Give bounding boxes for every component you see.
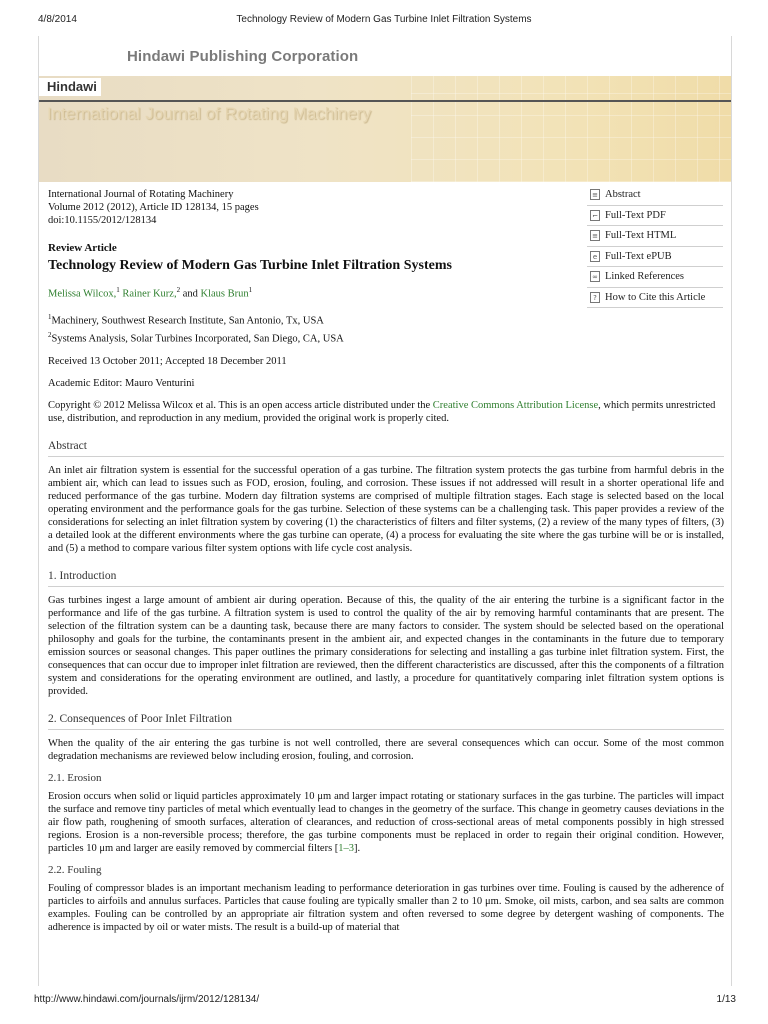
question-icon: ? bbox=[590, 292, 600, 303]
sidebar-item-label: Full-Text PDF bbox=[605, 209, 666, 221]
consequences-text: When the quality of the air entering the gas turbine is not well controlled, there are several consequences which can occur. Some of the most common degradation mechanisms are reviewed below including erosion, fouling, and corrosion. bbox=[48, 737, 724, 762]
author-link[interactable]: Rainer Kurz, bbox=[122, 288, 177, 300]
article-title: Technology Review of Modern Gas Turbine Inlet Filtration Systems bbox=[48, 258, 452, 273]
sidebar-item-label: Linked References bbox=[605, 271, 685, 283]
print-title: Technology Review of Modern Gas Turbine Inlet Filtration Systems bbox=[236, 14, 532, 25]
article-meta bbox=[48, 188, 568, 227]
print-date: 4/8/2014 bbox=[38, 14, 77, 25]
author-link[interactable]: Klaus Brun bbox=[200, 288, 249, 300]
abstract-text: An inlet air filtration system is essential for the successful operation of a gas turbine. The filtration system protects the gas turbine from harmful debris in the ambient air, which can lead to issues such as FOD, erosion, fouling, and corrosion. These issues if not addressed will result in a shorter operational life and reduced performance of the gas turbine. Modern day filtration systems are comprised of multiple filtration stages. Each stage is selected based on the local operating environment and the performance goals for the gas turbine. Selection of these systems can be a challenging task. This paper provides a review of the considerations for selecting an inlet filtration system by covering (1) the characteristics of filters and filter systems, (2) a review of the many types of filters, (3) a detailed look at the different environments where the gas turbine can operate, (4) a process for evaluating the site where the gas turbine will be or is installed, and (5) a method to compare various filter system options with life cycle cost analysis. bbox=[48, 464, 724, 554]
copyright-notice bbox=[48, 399, 724, 425]
doi: doi:10.1155/2012/128134 bbox=[48, 215, 157, 226]
sidebar-item-label: Full-Text HTML bbox=[605, 230, 677, 242]
erosion-body: Erosion occurs when solid or liquid particles approximately 10 μm and larger impact rotating or stationary surfaces in the gas turbine. The particles will impact the surface and remove tiny particles of metal which eventually lead to changes in the geometry of the surface. This change in geometry causes deviations in the air flow path, roughening of smooth surfaces, alteration of clearances, and reduction of cross-sectional areas of metal components possibly in high stressed regions. Erosion is a non-reversible process; therefore, the gas turbine components must be replaced in order to regain their original condition. However, particles 10 μm and larger are easily removed by commercial filters [ bbox=[48, 790, 724, 854]
affiliation-text: Systems Analysis, Solar Turbines Incorporated, San Diego, CA, USA bbox=[51, 333, 344, 345]
copyright-text: Copyright © 2012 Melissa Wilcox et al. This is an open access article distributed under the bbox=[48, 399, 431, 411]
affiliation-sup: 1 bbox=[48, 312, 52, 321]
journal-banner-title: International Journal of Rotating Machinery bbox=[47, 104, 372, 123]
affiliation bbox=[48, 311, 724, 328]
hindawi-logo[interactable]: Hindawi bbox=[47, 79, 97, 94]
author-and: and bbox=[182, 288, 198, 300]
erosion-text bbox=[48, 790, 724, 855]
fouling-text: Fouling of compressor blades is an important mechanism leading to performance deterioration in gas turbines over time. Fouling is caused by the adherence of particles to airfoils and annulus surfaces. Particles that cause fouling are typically smaller than 2 to 10 μm. Smoke, oil mists, carbon, and sea salts are common examples. Fouling can be controlled by an appropriate air filtration system and often reversed to some degree by detergent washing of components. The adherence is impacted by oil or water mists. The result is a build-up of material that bbox=[48, 882, 724, 933]
author-sup: 1 bbox=[248, 286, 253, 294]
section-heading-introduction: 1. Introduction bbox=[48, 564, 724, 587]
epub-icon: e bbox=[590, 251, 600, 262]
pdf-icon: ⌐ bbox=[590, 210, 600, 221]
author-sup: 2 bbox=[176, 286, 181, 294]
publisher-name[interactable]: Hindawi Publishing Corporation bbox=[127, 48, 359, 65]
logo-bar bbox=[39, 78, 101, 96]
article-type: Review Article bbox=[48, 242, 117, 254]
erosion-body-end: ]. bbox=[354, 842, 361, 854]
print-header bbox=[0, 14, 768, 28]
copyright-text-end: , which permits unrestricted use, distribution, and reproduction in any medium, provided the original work is properly cited. bbox=[48, 399, 716, 424]
author-sup: 1 bbox=[116, 286, 120, 294]
journal-name: International Journal of Rotating Machinery bbox=[48, 189, 234, 200]
print-footer bbox=[0, 994, 768, 1008]
logo-divider bbox=[39, 100, 731, 102]
print-url[interactable]: http://www.hindawi.com/journals/ijrm/2012/128134/ bbox=[34, 994, 260, 1005]
sidebar-item-abstract[interactable] bbox=[587, 185, 723, 206]
subsection-heading-fouling: 2.2. Fouling bbox=[48, 863, 102, 876]
page-frame bbox=[38, 36, 732, 986]
reference-link[interactable]: 1–3 bbox=[338, 842, 355, 854]
license-link[interactable]: Creative Commons Attribution License bbox=[432, 399, 599, 411]
sidebar-item-label: How to Cite this Article bbox=[605, 291, 706, 303]
section-heading-consequences: 2. Consequences of Poor Inlet Filtration bbox=[48, 707, 724, 730]
print-page-number: 1/13 bbox=[716, 994, 736, 1005]
sidebar-item-label: Full-Text ePUB bbox=[605, 250, 672, 262]
article-content bbox=[48, 238, 724, 943]
sidebar-item-pdf[interactable] bbox=[587, 206, 723, 227]
received-dates: Received 13 October 2011; Accepted 18 December 2011 bbox=[48, 355, 287, 367]
document-icon: ≡ bbox=[590, 189, 600, 200]
affiliation-text: Machinery, Southwest Research Institute, San Antonio, Tx, USA bbox=[51, 315, 324, 326]
introduction-text: Gas turbines ingest a large amount of ambient air during operation. Because of this, the quality of the air entering the turbine is a significant factor in the performance and life of the gas turbine. A filtration system is used to control the quality of the air by removing harmful contaminants that are present. The selection of the filtration system can be a daunting task, because there are many factors to consider. The system should be selected based on the operational philosophy and goals for the turbine, the contaminants present in the ambient air, and expected changes in the contaminants in the future due to temporary emission sources or seasonal changes. This paper outlines the primary considerations for selecting and installing a gas turbine inlet filtration system. First, the consequences that can occur due to improper inlet filtration are reviewed, then the different characteristics are discussed, after this the components of a filtration system and considerations for the operating environment are outlined, and lastly, a procedure for quantitatively comparing inlet filtration system options is provided. bbox=[48, 594, 724, 697]
volume-info: Volume 2012 (2012), Article ID 128134, 15 pages bbox=[48, 202, 259, 213]
affiliation bbox=[48, 329, 724, 346]
sidebar-item-label: Abstract bbox=[605, 189, 641, 201]
subsection-heading-erosion: 2.1. Erosion bbox=[48, 771, 102, 784]
journal-band bbox=[39, 76, 731, 182]
site-banner bbox=[39, 36, 731, 182]
affiliation-sup: 2 bbox=[48, 331, 52, 339]
author-list bbox=[48, 284, 724, 301]
link-icon: ∞ bbox=[590, 271, 600, 282]
band-pattern bbox=[411, 76, 731, 182]
html-icon: ≡ bbox=[590, 230, 600, 241]
author-link[interactable]: Melissa Wilcox, bbox=[48, 288, 117, 300]
section-heading-abstract: Abstract bbox=[48, 434, 724, 457]
academic-editor: Academic Editor: Mauro Venturini bbox=[48, 377, 195, 389]
